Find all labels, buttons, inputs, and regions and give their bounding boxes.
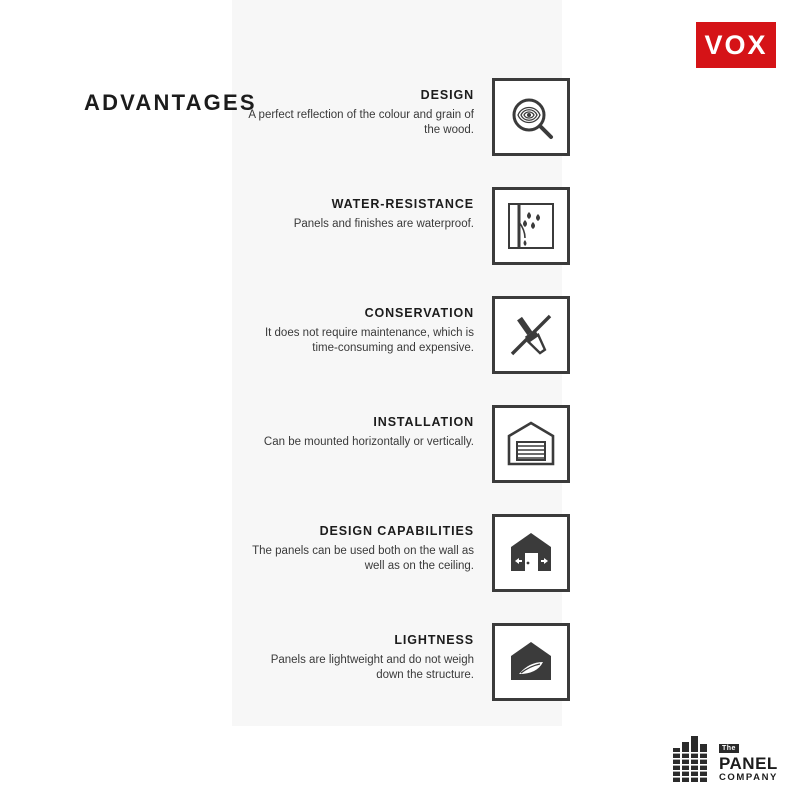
advantage-description: Can be mounted horizontally or vertically.	[263, 436, 474, 448]
advantage-text	[242, 405, 492, 450]
panel-company-logo	[673, 734, 778, 782]
water-droplets-panel-icon	[505, 200, 557, 252]
logo-company-label: COMPANY	[718, 771, 778, 783]
no-paintbrush-icon	[505, 309, 557, 361]
advantage-text	[242, 296, 492, 357]
house-wall-ceiling-icon	[505, 527, 557, 579]
advantage-description: Panels and finishes are waterproof.	[293, 218, 474, 230]
advantage-icon-box	[492, 78, 570, 156]
advantage-text	[242, 623, 492, 684]
house-panels-icon	[505, 418, 557, 470]
logo-the-label: The	[719, 744, 739, 753]
advantage-title: INSTALLATION	[373, 415, 474, 429]
advantages-list	[230, 78, 570, 732]
advantage-description: It does not require maintenance, which is time-consuming and expensive.	[264, 327, 474, 355]
page-title: ADVANTAGES	[84, 90, 257, 115]
advantage-icon-box	[492, 514, 570, 592]
list-item	[230, 514, 570, 623]
advantage-title: LIGHTNESS	[394, 633, 474, 647]
advantage-icon-box	[492, 623, 570, 701]
vox-logo	[696, 22, 776, 68]
advantage-text	[242, 78, 492, 139]
advantage-title: DESIGN CAPABILITIES	[319, 524, 474, 538]
list-item	[230, 187, 570, 296]
advantage-description: The panels can be used both on the wall as well as on the ceiling.	[252, 545, 474, 573]
vox-logo-text: VOX	[704, 29, 768, 60]
list-item	[230, 78, 570, 187]
list-item	[230, 296, 570, 405]
advantage-icon-box	[492, 405, 570, 483]
advantage-title: WATER-RESISTANCE	[331, 197, 474, 211]
advantage-icon-box	[492, 296, 570, 374]
advantage-icon-box	[492, 187, 570, 265]
advantage-title: DESIGN	[420, 88, 474, 102]
list-item	[230, 623, 570, 732]
logo-panel-label: PANEL	[718, 753, 778, 773]
advantage-text	[242, 514, 492, 575]
advantage-description: A perfect reflection of the colour and grain of the wood.	[248, 109, 474, 137]
advantage-title: CONSERVATION	[364, 306, 474, 320]
advantage-description: Panels are lightweight and do not weigh down the structure.	[270, 654, 474, 682]
panel-company-wordmark	[719, 738, 778, 783]
building-bars-icon	[673, 734, 713, 782]
house-feather-icon	[505, 636, 557, 688]
advantage-text	[242, 187, 492, 232]
wood-grain-magnifier-icon	[505, 91, 557, 143]
list-item	[230, 405, 570, 514]
